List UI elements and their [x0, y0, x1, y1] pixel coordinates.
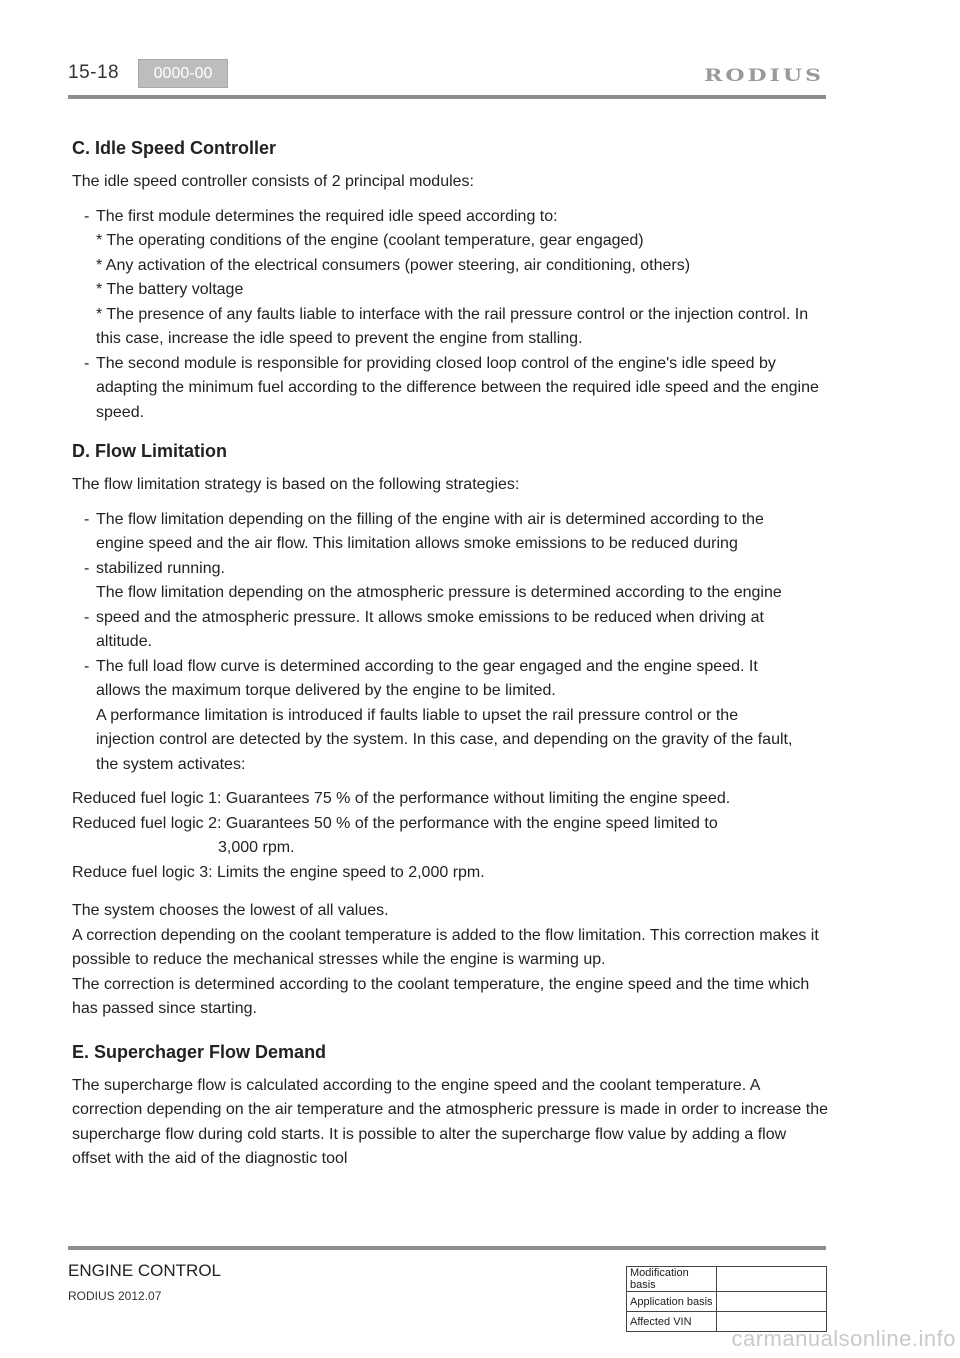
list-item: - The first module determines the required idle speed according to:	[84, 207, 558, 225]
list-item: * The operating conditions of the engine (coolant temperature, gear engaged)	[96, 232, 644, 249]
footer-subtitle: RODIUS 2012.07	[68, 1289, 162, 1303]
section-intro: The idle speed controller consists of 2 principal modules:	[72, 173, 474, 190]
section-title: D. Flow Limitation	[72, 441, 227, 461]
table-label: Application basis	[627, 1292, 717, 1312]
section-supercharger-flow-demand	[72, 1040, 828, 1172]
fuel-logic-2-continued: 3,000 rpm.	[218, 839, 295, 856]
watermark: carmanualsonline.info	[731, 1326, 956, 1351]
fuel-logic-3: Reduce fuel logic 3: Limits the engine speed to 2,000 rpm.	[72, 863, 485, 881]
fuel-logic-1: Reduced fuel logic 1: Guarantees 75 % of the performance without limiting the engine speed.	[72, 790, 731, 807]
section-flow-limitation	[72, 439, 828, 1022]
list-item: * Any activation of the electrical consumers (power steering, air conditioning, others)	[96, 256, 691, 274]
section-title: C. Idle Speed Controller	[72, 138, 277, 158]
paragraph: The correction is determined according to the coolant temperature, the engine speed and the time which has passed since starting.	[72, 975, 810, 1017]
bullet-list	[72, 205, 828, 426]
list-item: injection control are detected by the system. In this case, and depending on the gravity of the fault,	[96, 731, 793, 748]
page-number: 15-18	[68, 62, 120, 83]
list-item: The flow limitation depending on the atmospheric pressure is determined according to the engine	[96, 584, 782, 601]
paragraph: The system chooses the lowest of all values.	[72, 902, 389, 919]
list-item: - speed and the atmospheric pressure. It allows smoke emissions to be reduced when driving at	[84, 608, 764, 626]
brand-logo: RODIUS	[704, 66, 824, 86]
list-item: altitude.	[96, 633, 153, 650]
header-divider	[68, 95, 826, 99]
flow-limitation-notes	[72, 899, 828, 1022]
list-item: - The second module is responsible for providing closed loop control of the engine's idle speed by adapting the minimum fuel according to the difference between the required idle speed and the engine speed.	[84, 354, 819, 421]
table-value	[717, 1267, 827, 1292]
table-value	[717, 1292, 827, 1312]
list-item: A performance limitation is introduced if faults liable to upset the rail pressure control or the	[96, 706, 739, 724]
footer-divider	[68, 1246, 826, 1250]
fuel-logic-list	[72, 787, 828, 885]
document-body	[72, 136, 828, 1172]
section-intro: The flow limitation strategy is based on the following strategies:	[72, 476, 520, 493]
list-item: - The flow limitation depending on the filling of the engine with air is determined according to the	[84, 510, 764, 528]
list-item: * The presence of any faults liable to interface with the rail pressure control or the injection control. In this case, increase the idle speed to prevent the engine from stalling.	[96, 305, 809, 347]
table-label: Modification basis	[627, 1267, 717, 1292]
list-item: the system activates:	[96, 755, 246, 773]
footer-title: ENGINE CONTROL	[68, 1261, 222, 1280]
table-row	[627, 1292, 827, 1312]
list-item: - The full load flow curve is determined according to the gear engaged and the engine speed. It	[84, 657, 758, 675]
section-idle-speed-controller	[72, 136, 828, 425]
paragraph: A correction depending on the coolant temperature is added to the flow limitation. This correction makes it possible to reduce the mechanical stresses while the engine is warming up.	[72, 926, 819, 968]
bullet-list	[72, 508, 828, 778]
fuel-logic-2: Reduced fuel logic 2: Guarantees 50 % of the performance with the engine speed limited to	[72, 814, 718, 832]
section-code-badge: 0000-00	[138, 59, 228, 88]
paragraph: The supercharge flow is calculated according to the engine speed and the coolant temperature. A correction depending on the air temperature and the atmospheric pressure is made in order to increase the supercharge flow during cold starts. It is possible to alter the supercharge flow value by adding a flow offset with the aid of the diagnostic tool	[72, 1076, 828, 1167]
list-item: allows the maximum torque delivered by the engine to be limited.	[96, 682, 556, 699]
table-label: Affected VIN	[627, 1312, 717, 1332]
section-title: E. Superchager Flow Demand	[72, 1041, 327, 1062]
list-item: * The battery voltage	[96, 281, 244, 298]
revision-info-table	[626, 1266, 827, 1332]
table-row	[627, 1267, 827, 1292]
list-item: - stabilized running.	[84, 559, 225, 577]
list-item: engine speed and the air flow. This limitation allows smoke emissions to be reduced during	[96, 535, 738, 552]
